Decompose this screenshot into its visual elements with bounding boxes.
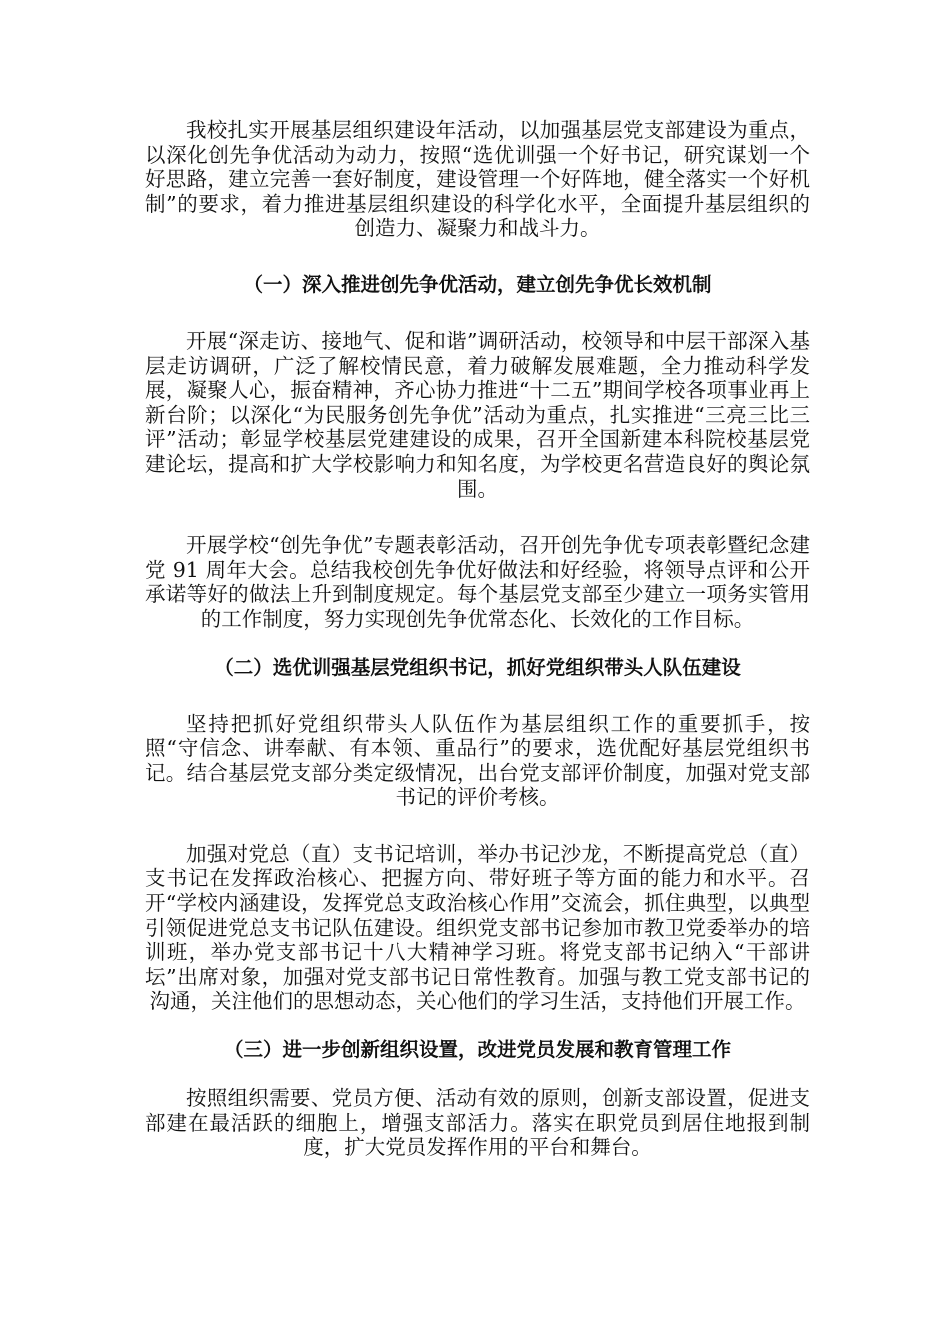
section-1-paragraph-1: 开展“深走访、接地气、促和谐”调研活动，校领导和中层干部深入基层走访调研，广泛了解校情民意，着力破解发展难题，全力推动科学发展，凝聚人心，振奋精神，齐心协力推进“十二五”期间学校各项事业再上新台阶；以深化“为民服务创先争优”活动为重点，扎实推进“三亮三比三评”活动；彰显学校基层党建建设的成果，召开全国新建本科院校基层党建论坛，提高和扩大学校影响力和知名度，为学校更名营造良好的舆论氛围。: [145, 328, 810, 501]
section-2-paragraph-2: 加强对党总（直）支书记培训，举办书记沙龙，不断提高党总（直）支书记在发挥政治核心、把握方向、带好班子等方面的能力和水平。召开“学校内涵建设，发挥党总支政治核心作用”交流会，抓住典型，以典型引领促进党总支书记队伍建设。组织党支部书记参加市教卫党委举办的培训班，举办党支部书记十八大精神学习班。将党支部书记纳入“干部讲坛”出席对象，加强对党支部书记日常性教育。加强与教工党支部书记的沟通，关注他们的思想动态，关心他们的学习生活，支持他们开展工作。: [145, 841, 810, 1014]
section-2-heading: （二）选优训强基层党组织书记，抓好党组织带头人队伍建设: [214, 655, 741, 679]
section-2-paragraph-1: 坚持把抓好党组织带头人队伍作为基层组织工作的重要抓手，按照“守信念、讲奉献、有本领、重品行”的要求，选优配好基层党组织书记。结合基层党支部分类定级情况，出台党支部评价制度，加强对党支部书记的评价考核。: [145, 711, 810, 810]
intro-paragraph: 我校扎实开展基层组织建设年活动，以加强基层党支部建设为重点，以深化创先争优活动为动力，按照“选优训强一个好书记，研究谋划一个好思路，建立完善一套好制度，建设管理一个好阵地，健全落实一个好机制”的要求，着力推进基层组织建设的科学化水平，全面提升基层组织的创造力、凝聚力和战斗力。: [145, 118, 810, 241]
section-3-paragraph-1: 按照组织需要、党员方便、活动有效的原则，创新支部设置，促进支部建在最活跃的细胞上，增强支部活力。落实在职党员到居住地报到制度，扩大党员发挥作用的平台和舞台。: [145, 1086, 810, 1160]
document-page: [145, 118, 810, 1160]
section-1-paragraph-2: 开展学校“创先争优”专题表彰活动，召开创先争优专项表彰暨纪念建党 91 周年大会。总结我校创先争优好做法和好经验，将领导点评和公开承诺等好的做法上升到制度规定。每个基层党支部至少建立一项务实管用的工作制度，努力实现创先争优常态化、长效化的工作目标。: [145, 533, 810, 631]
section-1-heading: （一）深入推进创先争优活动，建立创先争优长效机制: [243, 272, 712, 296]
section-3-heading: （三）进一步创新组织设置，改进党员发展和教育管理工作: [223, 1038, 731, 1062]
